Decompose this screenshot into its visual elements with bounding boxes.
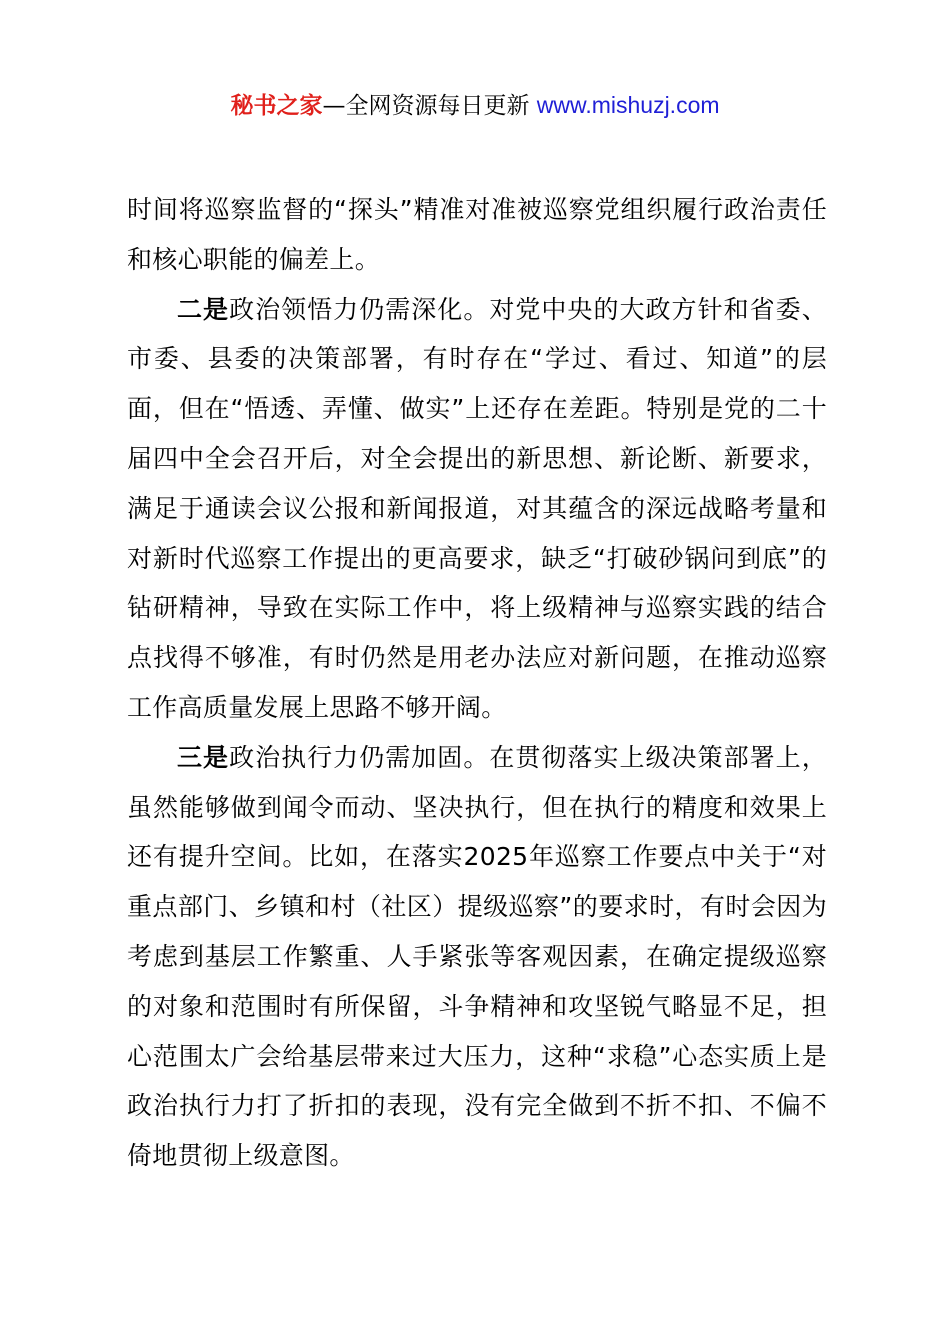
paragraph-text: 政治执行力仍需加固。在贯彻落实上级决策部署上，虽然能够做到闻令而动、坚决执行，但在执行的精度和效果上还有提升空间。比如，在落实2025年巡察工作要点中关于“对重点部门、乡镇和村（社区）提级巡察”的要求时，有时会因为考虑到基层工作繁重、人手紧张等客观因素，在确定提级巡察的对象和范围时有所保留，斗争精神和攻坚锐气略显不足，担心范围太广会给基层带来过大压力，这种“求稳”心态实质上是政治执行力打了折扣的表现，没有完全做到不折不扣、不偏不倚地贯彻上级意图。 (127, 742, 827, 1171)
paragraph-lead: 二是 (177, 294, 230, 324)
site-url-link[interactable]: www.mishuzj.com (536, 92, 720, 118)
paragraph-text: 时间将巡察监督的“探头”精准对准被巡察党组织履行政治责任和核心职能的偏差上。 (127, 195, 827, 274)
paragraph-continuation (127, 185, 827, 285)
document-body (127, 185, 827, 1181)
paragraph-text: 政治领悟力仍需深化。对党中央的大政方针和省委、市委、县委的决策部署，有时存在“学过、看过、知道”的层面，但在“悟透、弄懂、做实”上还存在差距。特别是党的二十届四中全会召开后，对全会提出的新思想、新论断、新要求，满足于通读会议公报和新闻报道，对其蕴含的深远战略考量和对新时代巡察工作提出的更高要求，缺乏“打破砂锅问到底”的钻研精神，导致在实际工作中，将上级精神与巡察实践的结合点找得不够准，有时仍然是用老办法应对新问题，在推动巡察工作高质量发展上思路不够开阔。 (127, 294, 827, 722)
site-tagline: —全网资源每日更新 (322, 93, 530, 119)
paragraph-point-three (127, 733, 827, 1181)
site-brand: 秘书之家 (230, 93, 323, 119)
page-header (0, 88, 950, 123)
paragraph-point-two (127, 285, 827, 733)
paragraph-lead: 三是 (177, 742, 230, 772)
